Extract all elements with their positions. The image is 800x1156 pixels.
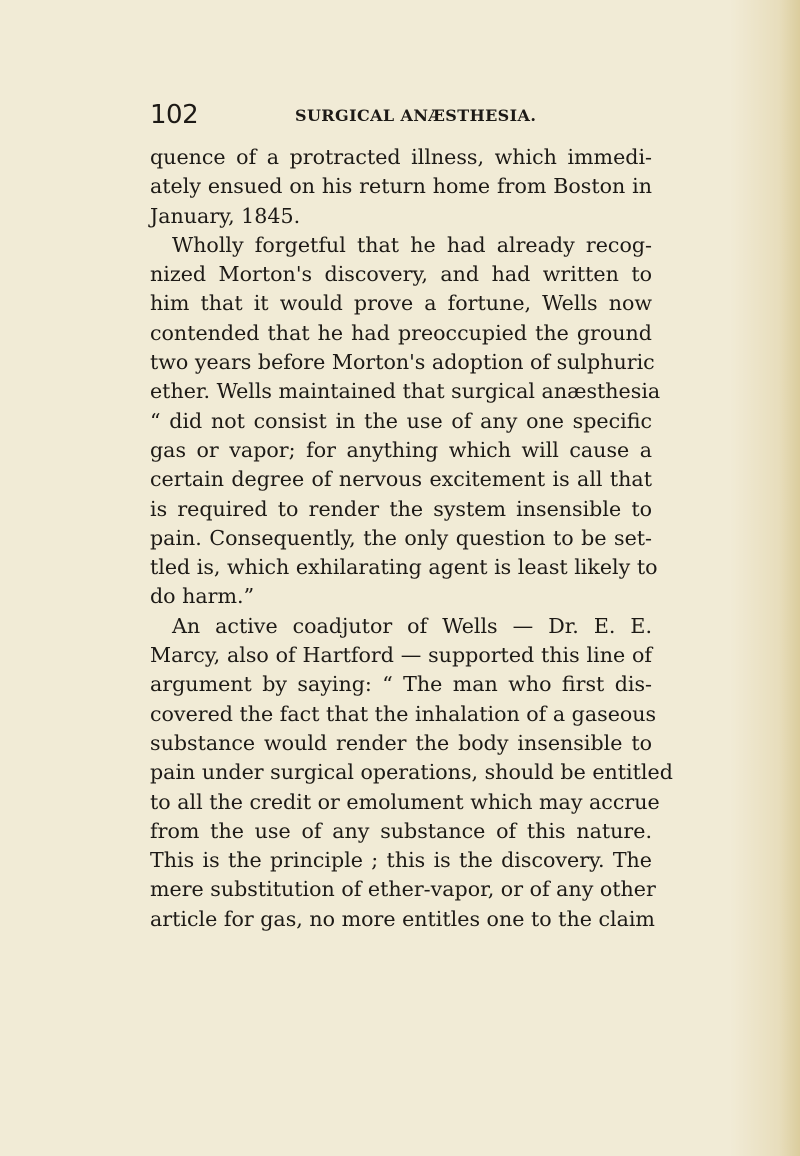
text-line: Wholly forgetful that he had already recog- xyxy=(172,232,652,257)
text-line: This is the principle ; this is the discovery. The xyxy=(150,848,652,873)
text-line: certain degree of nervous excitement is all that xyxy=(150,467,652,492)
text-line: pain under surgical operations, should be entitled xyxy=(150,760,673,785)
text-line: contended that he had preoccupied the ground xyxy=(150,320,652,345)
page-header xyxy=(150,98,652,132)
text-line: substance would render the body insensible to xyxy=(150,730,652,755)
text-line: him that it would prove a fortune, Wells now xyxy=(150,291,652,316)
text-line: January, 1845. xyxy=(150,203,301,228)
text-line: from the use of any substance of this nature. xyxy=(150,818,652,843)
running-title: SURGICAL ANÆSTHESIA. xyxy=(295,106,537,125)
text-line: Marcy, also of Hartford — supported this line of xyxy=(150,643,652,668)
text-line: mere substitution of ether-vapor, or of any other xyxy=(150,877,656,902)
text-line: covered the fact that the inhalation of a gaseous xyxy=(150,701,657,726)
text-line: article for gas, no more entitles one to the claim xyxy=(150,906,655,931)
text-line: An active coadjutor of Wells — Dr. E. E. xyxy=(172,613,652,638)
text-line: nized Morton's discovery, and had written to xyxy=(150,262,652,287)
page-edge-shading xyxy=(730,0,800,1156)
text-line: “ did not consist in the use of any one specific xyxy=(150,408,652,433)
page-number: 102 xyxy=(150,100,199,130)
text-line: to all the credit or emolument which may accrue xyxy=(150,789,660,814)
text-line: ately ensued on his return home from Boston in xyxy=(150,174,652,199)
text-line: two years before Morton's adoption of sulphuric xyxy=(150,350,655,375)
body-text xyxy=(150,143,673,934)
text-line: pain. Consequently, the only question to be set- xyxy=(150,525,652,550)
text-line: do harm.” xyxy=(150,584,255,609)
text-line: tled is, which exhilarating agent is least likely to xyxy=(150,555,658,580)
text-line: is required to render the system insensible to xyxy=(150,496,652,521)
text-line: ether. Wells maintained that surgical anæsthesia xyxy=(150,379,661,404)
text-line: quence of a protracted illness, which immedi- xyxy=(150,145,652,169)
text-line: gas or vapor; for anything which will cause a xyxy=(150,437,652,462)
text-line: argument by saying: “ The man who first dis- xyxy=(150,672,652,697)
